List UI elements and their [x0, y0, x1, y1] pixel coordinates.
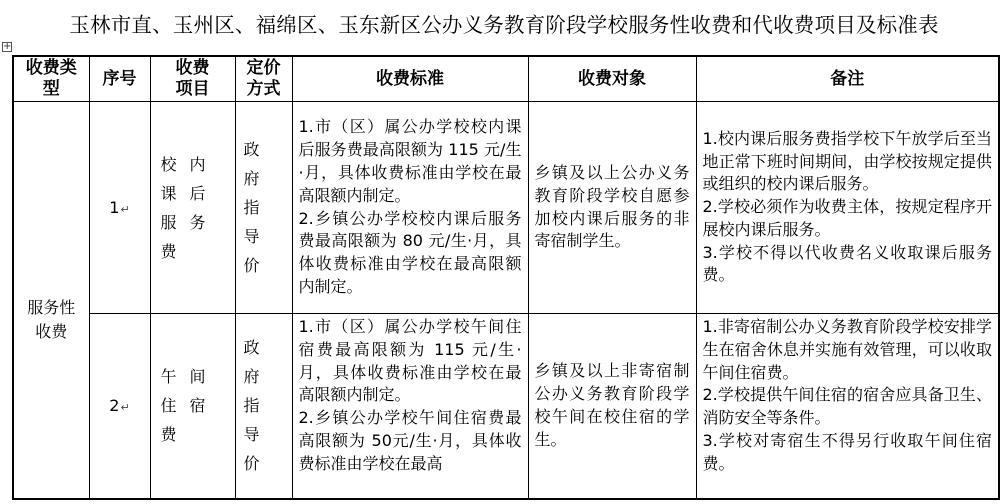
header-target: 收费对象 [528, 56, 696, 102]
table-row [13, 314, 999, 499]
remark-text: 2.学校必须作为收费主体，按规定程序开展校内课后服务。 [702, 197, 992, 239]
seq-cell: 2↵ [89, 314, 150, 499]
seq-cell: 1↵ [89, 102, 150, 314]
header-remarks: 备注 [696, 56, 999, 102]
standard-text: 2.乡镇公办学校校内课后服务费最高限额为 80 元/生·月，具体收费标准由学校在最高限额内制定。 [298, 208, 522, 296]
target-text: 乡镇及以上非寄宿制公办义务教育阶段学校午间在校住宿的学生。 [534, 361, 690, 449]
target-cell [528, 314, 696, 499]
header-standard: 收费标准 [292, 56, 528, 102]
standard-text: 2.乡镇公办学校午间住宿费最高限额为 50元/生·月，具体收费标准由学校在最高 [298, 408, 522, 473]
seq-value: 1 [109, 198, 120, 217]
remark-text: 2.学校提供午间住宿的宿舍应具备卫生、消防安全等条件。 [702, 385, 992, 428]
table-row [13, 102, 999, 314]
seq-value: 2 [109, 396, 120, 416]
fee-table [12, 55, 1000, 500]
table-move-handle-icon[interactable]: + [3, 41, 12, 52]
target-cell [528, 102, 696, 314]
remarks-cell [696, 314, 999, 499]
pricing-label: 政府指导价 [243, 140, 269, 275]
pricing-cell [235, 314, 292, 499]
item-cell [150, 314, 235, 499]
remark-text: 1.校内课后服务费指学校下午放学后至当地正常下班时间期间，由学校按规定提供或组织的校内课后服务。 [702, 128, 992, 194]
item-label: 午间住宿费 [160, 367, 219, 445]
header-item: 收费 项目 [150, 56, 235, 102]
item-label: 校内课后服务费 [160, 154, 219, 261]
pricing-label: 政府指导价 [243, 338, 269, 474]
header-pricing: 定价 方式 [235, 56, 292, 102]
standard-cell [292, 102, 528, 314]
target-text: 乡镇及以上公办义务教育阶段学校自愿参加校内课后服务的非寄宿制学生。 [534, 162, 690, 251]
standard-text: 1.市（区）属公办学校午间住宿费最高限额为 115 元/生·月，具体收费标准由学校在最高限额内制定。 [298, 317, 522, 405]
remark-text: 3.学校不得以代收费名义收取课后服务费。 [702, 242, 992, 285]
category-label: 服务性 收费 [27, 297, 76, 341]
pricing-cell [235, 102, 292, 314]
header-type: 收费类 型 [13, 56, 89, 102]
document-title: 玉林市直、玉州区、福绵区、玉东新区公办义务教育阶段学校服务性收费和代收费项目及标准表 [69, 13, 939, 37]
remark-text: 1.非寄宿制公办义务教育阶段学校安排学生在宿舍休息并实施有效管理，可以收取午间住宿费。 [702, 317, 992, 382]
standard-cell [292, 314, 528, 499]
standard-text: 1.市（区）属公办学校校内课后服务费最高限额为 115 元/生·月，具体收费标准由学校在最高限额内制定。 [298, 117, 522, 205]
remark-text: 3.学校对寄宿生不得另行收取午间住宿费。 [702, 430, 992, 473]
item-cell [150, 102, 235, 314]
remarks-cell [696, 102, 999, 314]
header-seq: 序号 [89, 56, 150, 102]
table-header-row [13, 56, 999, 102]
category-cell [13, 102, 89, 499]
